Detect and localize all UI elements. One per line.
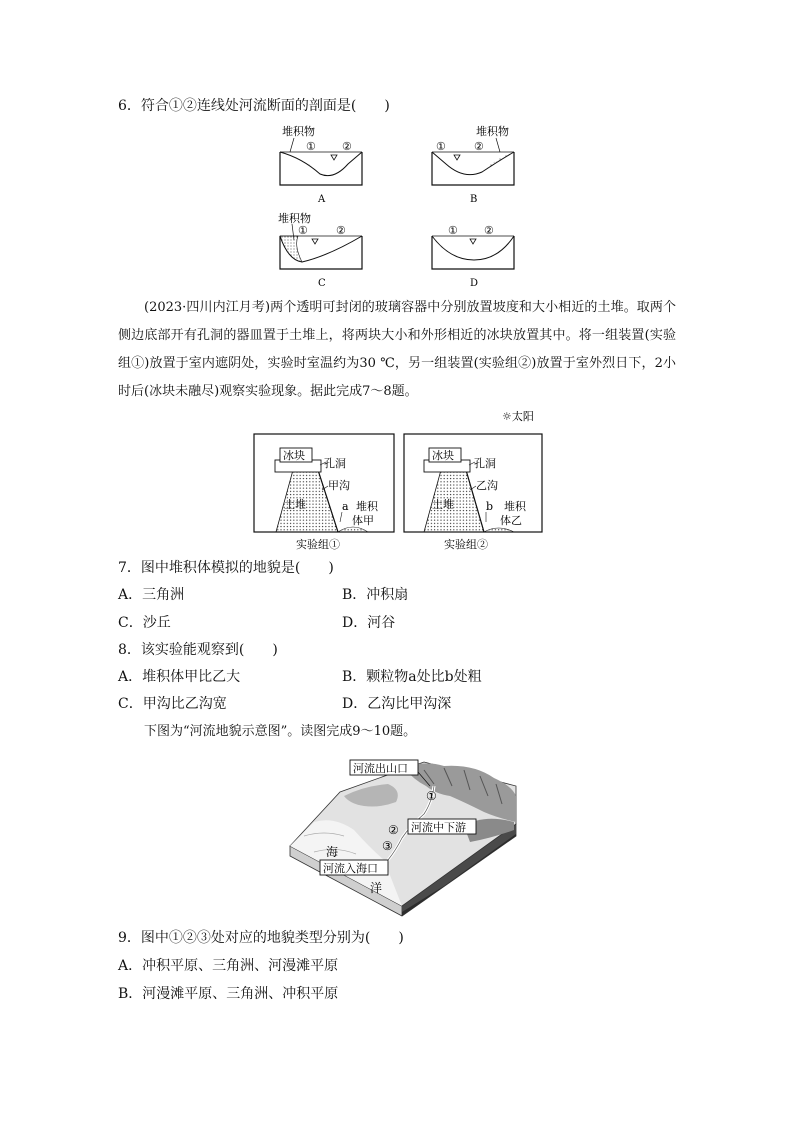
fig-a-marker-2: ② xyxy=(342,140,352,153)
cross-section-figure-a xyxy=(272,122,372,206)
fig-b-marker-1: ① xyxy=(436,140,446,153)
passage-experiment: (2023·四川内江月考)两个透明可封闭的玻璃容器中分别放置坡度和大小相近的土堆。取两个侧边底部开有孔洞的器皿置于土堆上，将两块大小和外形相近的冰块放置其中。将一组装置(实验组①)放置于室内遮阴处，实验时室温约为30 ℃，另一组装置(实验组②)放置于室外烈日下，2小时后(冰块未融尽)观察实验现象。据此完成7～8题。 xyxy=(118,300,676,399)
svg-text:冰块: 冰块 xyxy=(283,449,305,462)
q9-stem: 9．图中①②③处对应的地貌类型分别为( ) xyxy=(118,930,404,946)
marker-1: ① xyxy=(426,789,437,803)
fig-d-label: D xyxy=(470,278,479,289)
experiment-diagram xyxy=(248,404,548,554)
q7-option-d[interactable]: D．河谷 xyxy=(342,615,396,631)
q6-stem: 6．符合①②连线处河流断面的剖面是( ) xyxy=(118,98,390,114)
fig-d-marker-2: ② xyxy=(484,224,494,237)
fig-a-callout: 堆积物 xyxy=(282,125,315,138)
fig-d-marker-1: ① xyxy=(448,224,458,237)
label-mountain-mouth: 河流出山口 xyxy=(353,762,408,775)
svg-text:体甲: 体甲 xyxy=(352,514,374,527)
q7-option-c[interactable]: C．沙丘 xyxy=(118,615,171,631)
svg-text:冰块: 冰块 xyxy=(432,449,454,462)
svg-text:堆积: 堆积 xyxy=(504,500,526,513)
fig-c-callout: 堆积物 xyxy=(278,212,311,225)
river-landform-diagram xyxy=(284,756,524,918)
svg-text:a: a xyxy=(342,500,349,513)
caption-group-1: 实验组① xyxy=(296,538,340,551)
svg-text:甲沟: 甲沟 xyxy=(328,479,350,492)
label-mid-lower: 河流中下游 xyxy=(411,821,466,834)
fig-c-label: C xyxy=(318,278,326,289)
q8-option-d[interactable]: D．乙沟比甲沟深 xyxy=(342,696,452,712)
svg-text:b: b xyxy=(486,500,494,513)
q9-option-b[interactable]: B．河漫滩平原、三角洲、冲积平原 xyxy=(118,986,339,1002)
fig-c-marker-1: ① xyxy=(298,224,308,237)
cross-section-figure-c xyxy=(272,206,372,290)
passage-river-map: 下图为“河流地貌示意图”。读图完成9～10题。 xyxy=(144,724,417,739)
q7-stem: 7．图中堆积体模拟的地貌是( ) xyxy=(118,560,334,576)
caption-group-2: 实验组② xyxy=(444,538,488,551)
svg-text:乙沟: 乙沟 xyxy=(476,479,498,492)
sun-icon-label: ☼太阳 xyxy=(502,410,534,423)
marker-3: ③ xyxy=(382,839,393,853)
fig-a-marker-1: ① xyxy=(306,140,316,153)
cross-section-figure-d xyxy=(424,206,524,290)
label-river-mouth: 河流入海口 xyxy=(323,862,378,875)
svg-text:土堆: 土堆 xyxy=(432,498,454,511)
q9-option-a[interactable]: A．冲积平原、三角洲、河漫滩平原 xyxy=(118,958,339,974)
svg-text:堆积: 堆积 xyxy=(356,500,378,513)
q7-option-b[interactable]: B．冲积扇 xyxy=(342,587,409,603)
q7-option-a[interactable]: A．三角洲 xyxy=(118,587,185,603)
fig-b-marker-2: ② xyxy=(474,140,484,153)
fig-c-marker-2: ② xyxy=(336,224,346,237)
q8-option-c[interactable]: C．甲沟比乙沟宽 xyxy=(118,696,227,712)
fig-b-callout: 堆积物 xyxy=(476,125,509,138)
fig-b-label: B xyxy=(470,194,478,205)
q8-stem: 8．该实验能观察到( ) xyxy=(118,642,278,658)
marker-2: ② xyxy=(388,823,399,837)
label-ocean: 洋 xyxy=(370,881,383,895)
svg-text:孔洞: 孔洞 xyxy=(324,457,346,470)
fig-a-label: A xyxy=(318,194,326,205)
svg-text:土堆: 土堆 xyxy=(284,498,306,511)
q8-option-b[interactable]: B．颗粒物a处比b处粗 xyxy=(342,669,482,685)
label-sea: 海 xyxy=(326,845,339,859)
cross-section-figure-b xyxy=(424,122,524,206)
svg-text:孔洞: 孔洞 xyxy=(474,457,496,470)
q8-option-a[interactable]: A．堆积体甲比乙大 xyxy=(118,669,241,685)
svg-text:体乙: 体乙 xyxy=(500,514,522,527)
